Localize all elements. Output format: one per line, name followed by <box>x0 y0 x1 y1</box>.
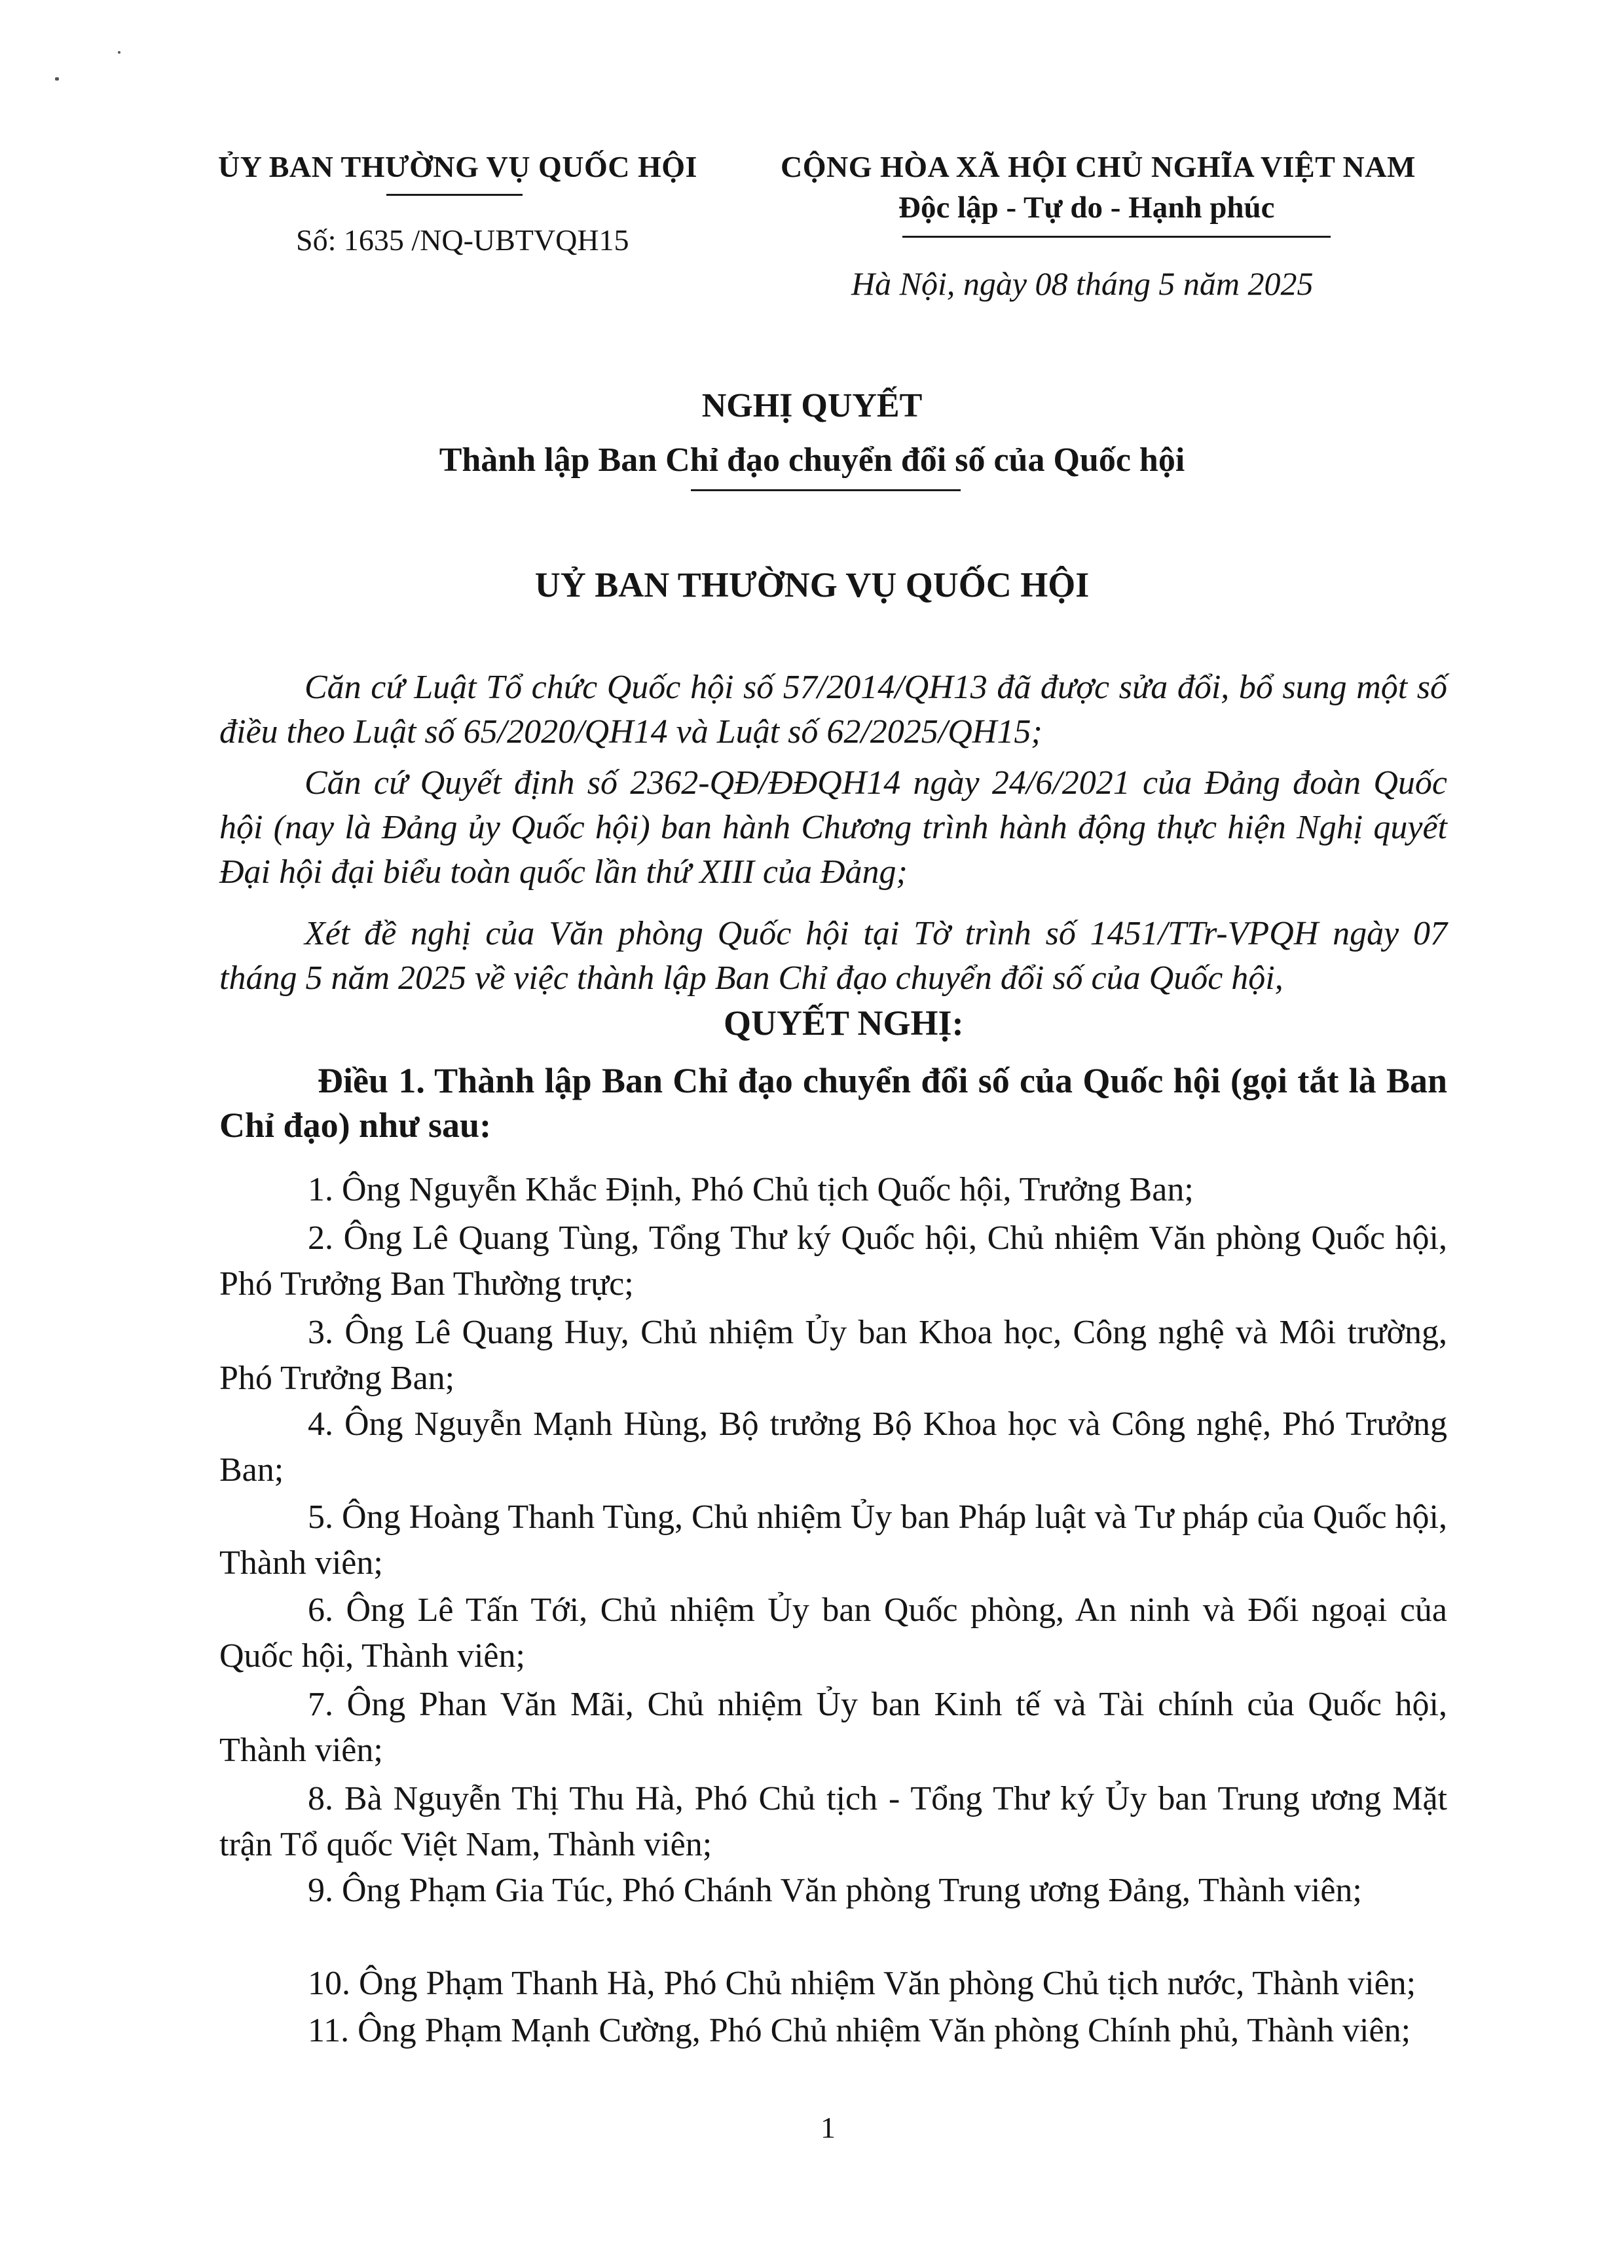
member-item: 1. Ông Nguyễn Khắc Định, Phó Chủ tịch Quốc hội, Trưởng Ban; <box>308 1171 1194 1208</box>
decision-heading: QUYẾT NGHỊ: <box>724 1003 964 1043</box>
place-and-date: Hà Nội, ngày 08 tháng 5 năm 2025 <box>851 265 1314 302</box>
document-type: NGHỊ QUYẾT <box>701 387 923 424</box>
preamble-proposal: Xét đề nghị của Văn phòng Quốc hội tại Tờ trình số 1451/TTr-VPQH ngày 07 tháng 5 năm 2025 về việc thành lập Ban Chỉ đạo chuyển đổi số của Quốc hội, <box>219 915 1447 997</box>
document-number: Số: 1635 /NQ-UBTVQH15 <box>296 223 629 257</box>
motto-underline <box>902 236 1331 238</box>
preamble-basis-decision: Căn cứ Quyết định số 2362-QĐ/ĐĐQH14 ngày 24/6/2021 của Đảng đoàn Quốc hội (nay là Đảng ủy Quốc hội) ban hành Chương trình hành động thực hiện Nghị quyết Đại hội đại biểu toàn quốc lần thứ XIII của Đảng; <box>219 764 1447 891</box>
member-item: 9. Ông Phạm Gia Túc, Phó Chánh Văn phòng Trung ương Đảng, Thành viên; <box>308 1872 1362 1909</box>
title-underline <box>691 489 961 491</box>
member-item: 2. Ông Lê Quang Tùng, Tổng Thư ký Quốc hội, Chủ nhiệm Văn phòng Quốc hội, Phó Trưởng Ban Thường trực; <box>219 1219 1447 1303</box>
scan-speck <box>55 77 59 81</box>
preamble-basis-law: Căn cứ Luật Tổ chức Quốc hội số 57/2014/QH13 đã được sửa đổi, bổ sung một số điều theo Luật số 65/2020/QH14 và Luật số 62/2025/QH15; <box>219 669 1447 751</box>
issuer-heading: UỶ BAN THƯỜNG VỤ QUỐC HỘI <box>534 565 1090 604</box>
scan-speck <box>118 51 120 54</box>
member-item: 7. Ông Phan Văn Mãi, Chủ nhiệm Ủy ban Kinh tế và Tài chính của Quốc hội, Thành viên; <box>219 1686 1447 1769</box>
agency-name: ỦY BAN THƯỜNG VỤ QUỐC HỘI <box>218 150 697 183</box>
member-item: 3. Ông Lê Quang Huy, Chủ nhiệm Ủy ban Khoa học, Công nghệ và Môi trường, Phó Trưởng Ban; <box>219 1314 1447 1397</box>
member-item: 6. Ông Lê Tấn Tới, Chủ nhiệm Ủy ban Quốc phòng, An ninh và Đối ngoại của Quốc hội, Thành viên; <box>219 1591 1447 1675</box>
member-item: 11. Ông Phạm Mạnh Cường, Phó Chủ nhiệm Văn phòng Chính phủ, Thành viên; <box>308 2012 1411 2049</box>
document-subject: Thành lập Ban Chỉ đạo chuyển đổi số của Quốc hội <box>439 441 1185 479</box>
national-motto: Độc lập - Tự do - Hạnh phúc <box>898 191 1275 225</box>
member-item: 8. Bà Nguyễn Thị Thu Hà, Phó Chủ tịch - Tổng Thư ký Ủy ban Trung ương Mặt trận Tổ quốc Việt Nam, Thành viên; <box>219 1780 1447 1863</box>
agency-underline <box>386 194 523 196</box>
member-item: 10. Ông Phạm Thanh Hà, Phó Chủ nhiệm Văn phòng Chủ tịch nước, Thành viên; <box>308 1965 1416 2002</box>
article-1: Điều 1. Thành lập Ban Chỉ đạo chuyển đổi số của Quốc hội (gọi tắt là Ban Chỉ đạo) như sau: <box>219 1061 1447 1145</box>
nation-name: CỘNG HÒA XÃ HỘI CHỦ NGHĨA VIỆT NAM <box>781 150 1416 183</box>
page-number: 1 <box>821 2111 836 2144</box>
member-item: 5. Ông Hoàng Thanh Tùng, Chủ nhiệm Ủy ban Pháp luật và Tư pháp của Quốc hội, Thành viên; <box>219 1498 1447 1582</box>
member-item: 4. Ông Nguyễn Mạnh Hùng, Bộ trưởng Bộ Khoa học và Công nghệ, Phó Trưởng Ban; <box>219 1405 1447 1489</box>
